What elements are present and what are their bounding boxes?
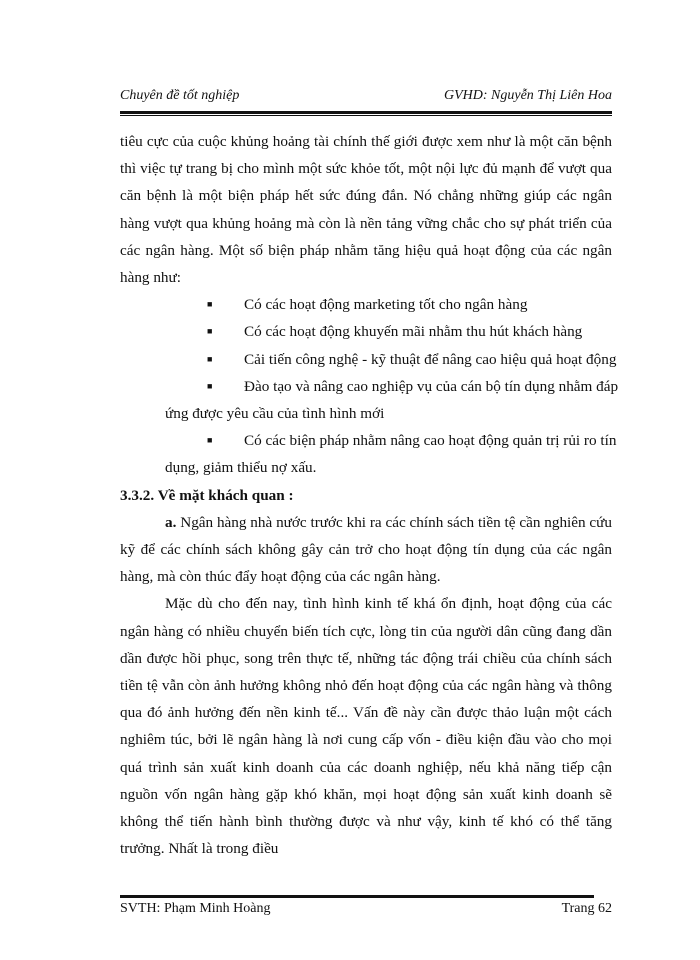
- bullet-square-icon: ■: [207, 380, 213, 391]
- bullet-item: [120, 318, 612, 345]
- section-heading: 3.3.2. Về mặt khách quan :: [120, 486, 294, 504]
- bullet-item: [120, 346, 617, 373]
- paragraph-a: [120, 509, 612, 591]
- page-body: [120, 128, 619, 862]
- page-footer: [120, 901, 612, 923]
- bullet-text: Có các biện pháp nhằm nâng cao hoạt động quản trị rủi ro tín: [244, 432, 617, 450]
- intro-paragraph: tiêu cực của cuộc khủng hoảng tài chính thế giới được xem như là một căn bệnh thì việc tự trang bị cho mình một sức khỏe tốt, một nội lực đủ mạnh để vượt qua căn bệnh là một biện pháp hết sức đúng đắn. Nó chẳng những giúp các ngân hàng vượt qua khủng hoảng mà còn là nền tảng vững chắc cho sự phát triển của các ngân hàng. Một số biện pháp nhằm tăng hiệu quả hoạt động của các ngân hàng như:: [120, 133, 612, 287]
- bullet-square-icon: ■: [207, 353, 213, 364]
- bullet-item: [120, 373, 619, 400]
- footer-student: SVTH: Phạm Minh Hoàng: [120, 901, 271, 916]
- bullet-item: [120, 291, 612, 318]
- bullet-text: Có các hoạt động marketing tốt cho ngân hàng: [244, 296, 528, 314]
- bullet-item: [120, 427, 617, 454]
- header-document-title: Chuyên đề tốt nghiệp: [120, 88, 240, 103]
- bullet-square-icon: ■: [207, 326, 213, 337]
- bullet-text: Đào tạo và nâng cao nghiệp vụ của cán bộ tín dụng nhằm đáp: [244, 377, 619, 395]
- footer-page-number: Trang 62: [561, 901, 612, 916]
- page-header: [120, 88, 612, 110]
- header-rule-thin: [120, 115, 612, 116]
- paragraph-b: Mặc dù cho đến nay, tình hình kinh tế khá ổn định, hoạt động của các ngân hàng có nhiều chuyển biến tích cực, lòng tin của người dân cũng đang dần dần được hồi phục, song trên thực tế, những tác động trái chiều của chính sách tiền tệ vẫn còn ảnh hưởng không nhỏ đến hoạt động của các ngân hàng và thông qua đó ảnh hưởng đến nền kinh tế... Vấn đề này cần được thảo luận một cách nghiêm túc, bởi lẽ ngân hàng là nơi cung cấp vốn - điều kiện đầu vào cho mọi quá trình sản xuất kinh doanh của các doanh nghiệp, nếu khả năng tiếp cận nguồn vốn ngân hàng gặp khó khăn, mọi hoạt động sản xuất kinh doanh sẽ không thể tiến hành bình thường được và như vậy, kinh tế khó có thể tăng trưởng. Nhất là trong điều: [120, 595, 612, 858]
- header-rule: [120, 111, 612, 114]
- bullet-text: Có các hoạt động khuyến mãi nhằm thu hút khách hàng: [244, 323, 583, 341]
- paragraph-a-text: Ngân hàng nhà nước trước khi ra các chính sách tiền tệ cần nghiên cứu kỹ để các chính sách không gây cản trở cho hoạt động tín dụng của các ngân hàng, mà còn thúc đẩy hoạt động của các ngân hàng.: [120, 513, 612, 586]
- header-advisor: GVHD: Nguyễn Thị Liên Hoa: [444, 88, 612, 103]
- bullet-text: Cải tiến công nghệ - kỹ thuật để nâng cao hiệu quả hoạt động: [244, 350, 617, 368]
- paragraph-a-label: a.: [165, 513, 177, 531]
- bullet-text-continued: ứng được yêu cầu của tình hình mới: [165, 405, 385, 423]
- footer-rule: [120, 895, 594, 898]
- bullet-square-icon: ■: [207, 435, 213, 446]
- bullet-square-icon: ■: [207, 299, 213, 310]
- bullet-text-continued: dụng, giảm thiểu nợ xấu.: [165, 459, 317, 477]
